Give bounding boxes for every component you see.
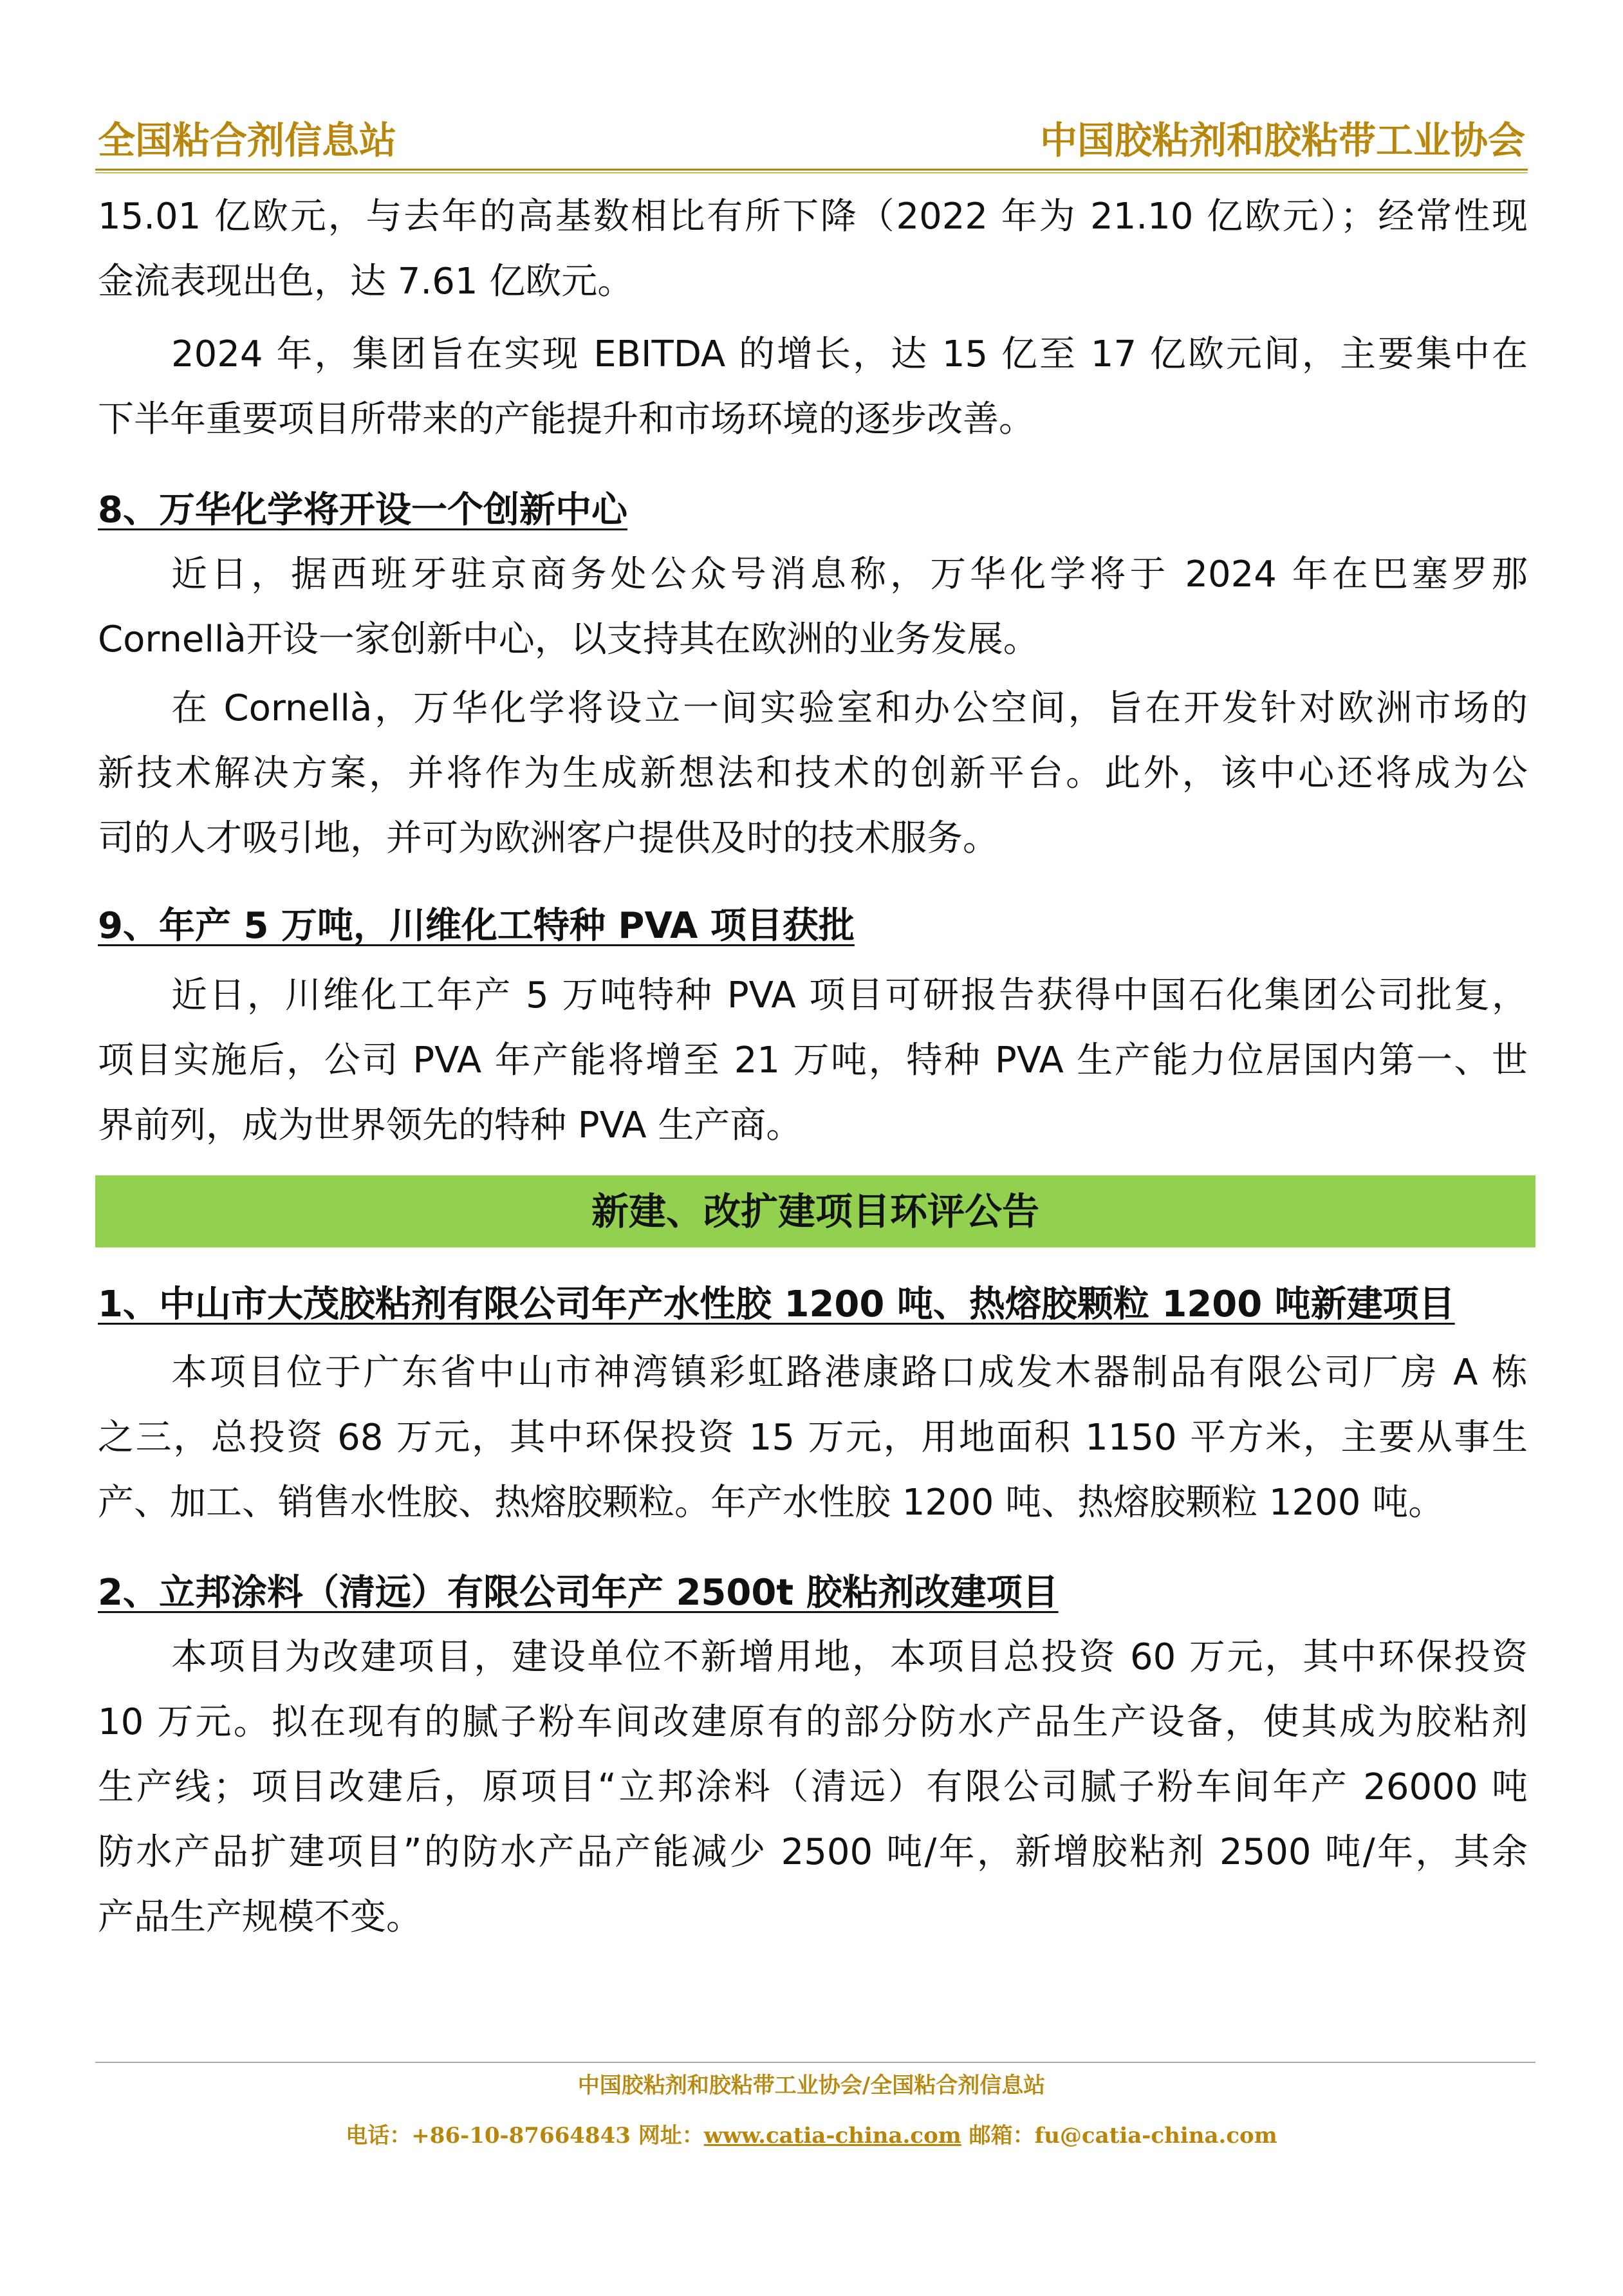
header-rule bbox=[95, 169, 1528, 171]
text-line: 司的人才吸引地，并可为欧洲客户提供及时的技术服务。 bbox=[98, 817, 999, 859]
text-line: 之三，总投资 68 万元，其中环保投资 15 万元，用地面积 1150 平方米，主要从事生 bbox=[98, 1417, 1528, 1459]
intro-paragraph-2 bbox=[98, 322, 1528, 452]
footer-email-label: 邮箱： bbox=[961, 2123, 1035, 2149]
header-right-title: 中国胶粘剂和胶粘带工业协会 bbox=[1039, 118, 1525, 162]
footer-contact bbox=[0, 2118, 1623, 2154]
section8-paragraph-1 bbox=[98, 542, 1528, 672]
text-line: 下半年重要项目所带来的产能提升和市场环境的逐步改善。 bbox=[98, 398, 1035, 440]
text-line: 项目实施后，公司 PVA 年产能将增至 21 万吨，特种 PVA 生产能力位居国内第一、世 bbox=[98, 1040, 1528, 1081]
text-line: 新技术解决方案，并将作为生成新想法和技术的创新平台。此外，该中心还将成为公 bbox=[98, 752, 1528, 794]
footer-email-link[interactable]: fu@catia-china.com bbox=[1034, 2123, 1277, 2149]
text-line: 本项目为改建项目，建设单位不新增用地，本项目总投资 60 万元，其中环保投资 bbox=[171, 1636, 1528, 1678]
header-left-title: 全国粘合剂信息站 bbox=[98, 118, 397, 162]
footer-phone-label: 电话：+86-10-87664843 网址： bbox=[346, 2123, 704, 2149]
text-line: 2024 年，集团旨在实现 EBITDA 的增长，达 15 亿至 17 亿欧元间，主要集中在 bbox=[171, 333, 1528, 375]
text-line: 本项目位于广东省中山市神湾镇彩虹路港康路口成发木器制品有限公司厂房 A 栋 bbox=[171, 1352, 1528, 1394]
project-heading-2: 2、立邦涂料（清远）有限公司年产 2500t 胶粘剂改建项目 bbox=[98, 1572, 1059, 1614]
footer-website-link[interactable]: www.catia-china.com bbox=[703, 2123, 961, 2149]
text-line: 生产线；项目改建后，原项目“立邦涂料（清远）有限公司腻子粉车间年产 26000 吨 bbox=[98, 1766, 1528, 1808]
project2-paragraph bbox=[98, 1625, 1528, 1950]
section8-paragraph-2 bbox=[98, 676, 1528, 871]
text-line: 10 万元。拟在现有的腻子粉车间改建原有的部分防水产品生产设备，使其成为胶粘剂 bbox=[98, 1701, 1528, 1743]
text-line: 界前列，成为世界领先的特种 PVA 生产商。 bbox=[98, 1105, 802, 1146]
text-line: Cornellà开设一家创新中心，以支持其在欧洲的业务发展。 bbox=[98, 619, 1039, 660]
section-banner: 新建、改扩建项目环评公告 bbox=[95, 1175, 1535, 1247]
text-line: 近日，据西班牙驻京商务处公众号消息称，万华化学将于 2024 年在巴塞罗那 bbox=[171, 554, 1528, 595]
section-heading-8: 8、万华化学将开设一个创新中心 bbox=[98, 489, 627, 531]
text-line: 在 Cornellà，万华化学将设立一间实验室和办公空间，旨在开发针对欧洲市场的 bbox=[171, 687, 1528, 729]
text-line: 防水产品扩建项目”的防水产品产能减少 2500 吨/年，新增胶粘剂 2500 吨/年，其余 bbox=[98, 1831, 1528, 1873]
text-line: 金流表现出色，达 7.61 亿欧元。 bbox=[98, 261, 634, 303]
intro-paragraph-1 bbox=[98, 184, 1528, 314]
section-heading-9: 9、年产 5 万吨，川维化工特种 PVA 项目获批 bbox=[98, 905, 855, 947]
footer-organization: 中国胶粘剂和胶粘带工业协会/全国粘合剂信息站 bbox=[577, 2073, 1046, 2098]
footer-rule bbox=[95, 2062, 1535, 2063]
text-line: 15.01 亿欧元，与去年的高基数相比有所下降（2022 年为 21.10 亿欧元）；经常性现 bbox=[98, 196, 1528, 238]
section9-paragraph-1 bbox=[98, 963, 1528, 1158]
project-heading-1: 1、中山市大茂胶粘剂有限公司年产水性胶 1200 吨、热熔胶颗粒 1200 吨新建项目 bbox=[98, 1283, 1455, 1325]
text-line: 产品生产规模不变。 bbox=[98, 1896, 422, 1938]
text-line: 近日，川维化工年产 5 万吨特种 PVA 项目可研报告获得中国石化集团公司批复， bbox=[171, 975, 1528, 1016]
project1-paragraph bbox=[98, 1340, 1528, 1535]
text-line: 产、加工、销售水性胶、热熔胶颗粒。年产水性胶 1200 吨、热熔胶颗粒 1200 吨。 bbox=[98, 1482, 1445, 1524]
